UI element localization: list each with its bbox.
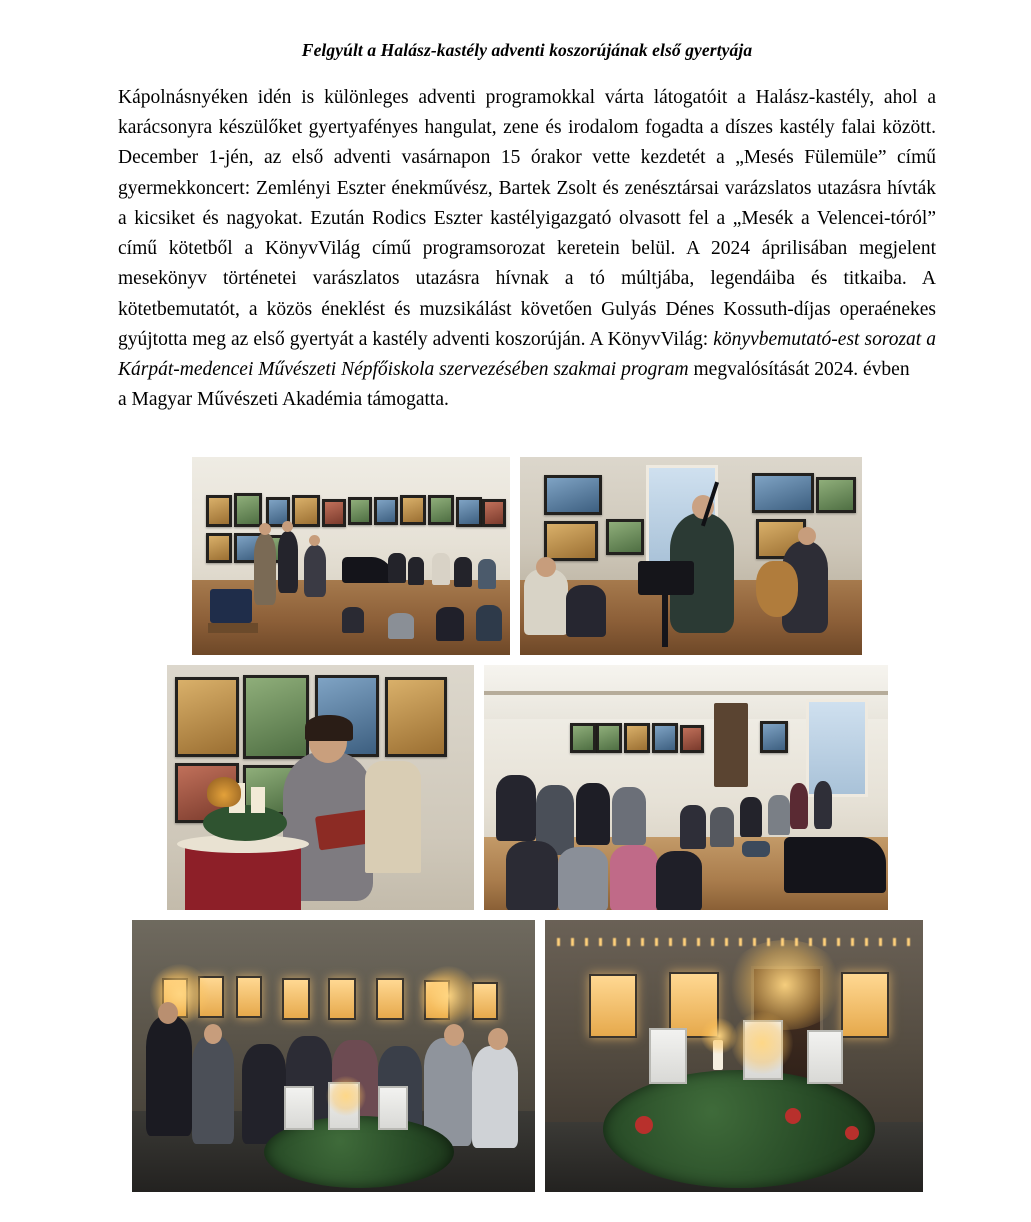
photo-advent-wreath-night	[545, 920, 923, 1192]
paragraph-main-text: Kápolnásnyéken idén is különleges adventi programokkal várta látogatóit a Halász-kastély, ahol a karácsonyra készülőket gyertyafényes hangulat, zene és irodalom fogadta a díszes kastély falai között. December 1-jén, az első adventi vasárnapon 15 órakor vette kezdetét a „Mesés Fülemüle” című gyermekkoncert: Zemlényi Eszter énekművész, Bartek Zsolt és zenésztársai varázslatos utazásra hívták a kicsiket és nagyokat. Ezután Rodics Eszter kastélyigazgató olvasott fel a „Mesék a Velencei-tóról” című kötetből a KönyvVilág című programsorozat keretein belül. A 2024 áprilisában megjelent mesekönyv történetei varászlatos utazásra hívnak a tó múltjába, legendáiba és titkaiba. A kötetbemutatót, a közös éneklést és muzsikálást követően Gulyás Dénes Kossuth-díjas operaénekes gyújtotta meg az első gyertyát a kastély adventi koszorúján. A KönyvVilág:	[118, 87, 936, 350]
photo-row	[118, 665, 936, 910]
photo-gallery	[118, 457, 936, 1192]
photo-musician-with-flute	[520, 457, 862, 655]
article-paragraph	[118, 83, 936, 385]
photo-childrens-concert-hall	[192, 457, 510, 655]
article-last-line: a Magyar Művészeti Akadémia támogatta.	[118, 389, 449, 411]
photo-book-reading	[167, 665, 474, 910]
photo-candle-lighting-crowd	[132, 920, 535, 1192]
page-title: Felgyúlt a Halász-kastély adventi koszorújának első gyertyája	[301, 40, 753, 60]
photo-row	[118, 920, 936, 1192]
paragraph-tail-text: megvalósítását 2024. évben	[688, 358, 910, 380]
photo-row	[118, 457, 936, 655]
photo-audience-gallery	[484, 665, 888, 910]
paragraph-italic-text: könyvbemutató-est sorozat a Kárpát-medencei Művészeti Népfőiskola szervezésében szakmai program	[118, 328, 937, 380]
